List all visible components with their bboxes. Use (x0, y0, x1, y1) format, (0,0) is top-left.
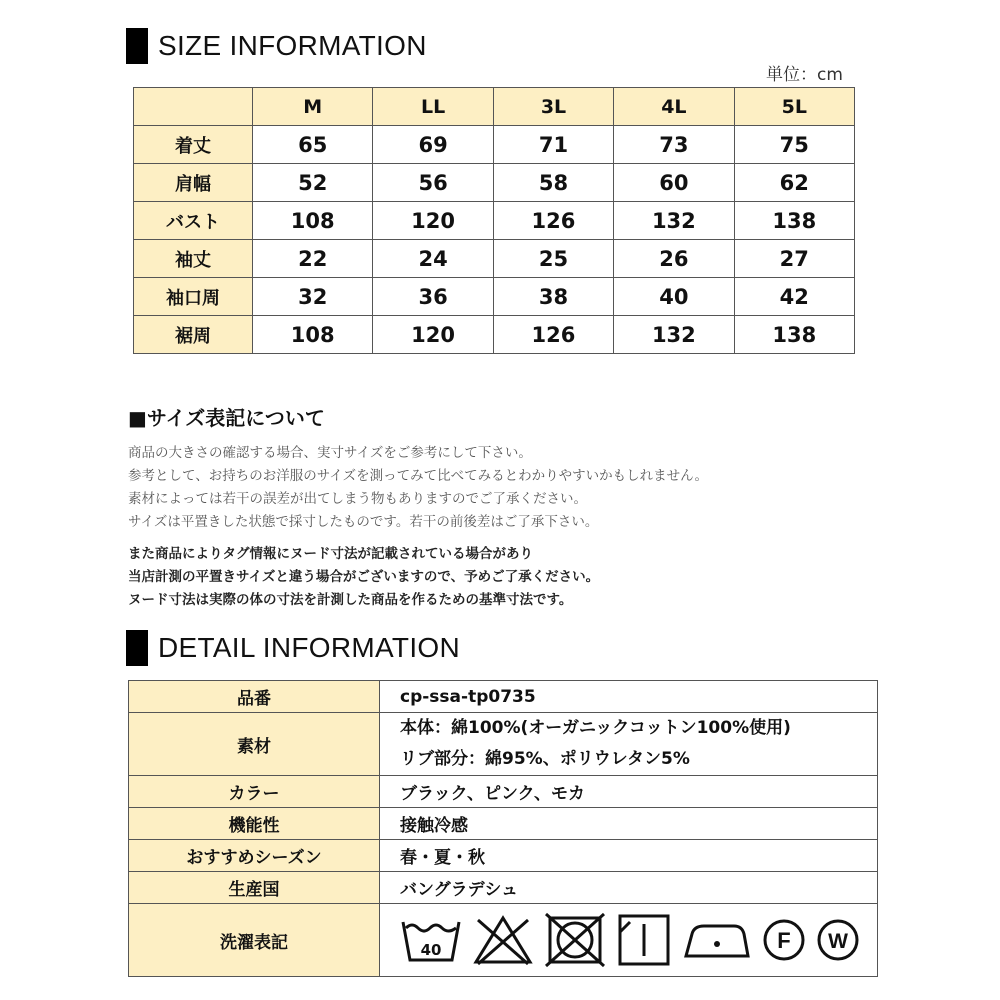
material-value (380, 713, 878, 776)
detail-row-season (129, 840, 878, 872)
care-symbols (380, 904, 878, 977)
no-bleach-icon (472, 914, 534, 966)
detail-table (128, 680, 878, 977)
size-value: 25 (493, 240, 613, 278)
size-value: 132 (614, 316, 734, 354)
origin-value: バングラデシュ (380, 872, 878, 904)
iron-low-icon (682, 916, 752, 964)
detail-title-text: DETAIL INFORMATION (158, 632, 460, 663)
size-table (133, 87, 855, 354)
size-value: 126 (493, 202, 613, 240)
detail-label: 素材 (129, 713, 380, 776)
note-bold-line: 当店計測の平置きサイズと違う場合がございますので、予めご了承ください。 (128, 569, 600, 585)
unit-label: 単位：cm (766, 65, 843, 85)
size-value: 52 (253, 164, 373, 202)
dry-clean-f-icon (762, 918, 806, 962)
size-col-header: 5L (734, 88, 854, 126)
size-value: 60 (614, 164, 734, 202)
table-row (134, 126, 855, 164)
size-value: 108 (253, 316, 373, 354)
row-label: バスト (134, 202, 253, 240)
function-value: 接触冷感 (380, 808, 878, 840)
size-value: 26 (614, 240, 734, 278)
table-row (134, 240, 855, 278)
size-value: 27 (734, 240, 854, 278)
size-col-header: M (253, 88, 373, 126)
size-value: 120 (373, 202, 493, 240)
row-label: 袖口周 (134, 278, 253, 316)
title-bar-marker (126, 28, 148, 64)
note-bold-line: また商品によりタグ情報にヌード寸法が記載されている場合があり (128, 546, 533, 562)
size-value: 36 (373, 278, 493, 316)
size-value: 75 (734, 126, 854, 164)
size-value: 62 (734, 164, 854, 202)
detail-row-care (129, 904, 878, 977)
wash-temp-text: 40 (420, 941, 442, 959)
material-line: 本体：綿100%(オーガニックコットン100%使用) (400, 718, 791, 738)
dry-clean-letter: F (777, 928, 791, 953)
detail-label: カラー (129, 776, 380, 808)
table-row (134, 316, 855, 354)
header-corner (134, 88, 253, 126)
size-value: 138 (734, 202, 854, 240)
size-col-header: LL (373, 88, 493, 126)
size-section-title (126, 28, 427, 64)
detail-label: 生産国 (129, 872, 380, 904)
row-label: 着丈 (134, 126, 253, 164)
size-value: 22 (253, 240, 373, 278)
size-value: 32 (253, 278, 373, 316)
size-value: 69 (373, 126, 493, 164)
row-label: 肩幅 (134, 164, 253, 202)
wet-clean-letter: W (828, 930, 848, 953)
detail-section-title (126, 630, 460, 666)
size-header-row (134, 88, 855, 126)
size-title-text: SIZE INFORMATION (158, 30, 427, 61)
product-number-value: cp-ssa-tp0735 (380, 681, 878, 713)
detail-label: 品番 (129, 681, 380, 713)
detail-row-origin (129, 872, 878, 904)
size-value: 73 (614, 126, 734, 164)
detail-row-material (129, 713, 878, 776)
note-line: 商品の大きさの確認する場合、実寸サイズをご参考にして下さい。 (128, 445, 532, 461)
size-value: 38 (493, 278, 613, 316)
table-row (134, 278, 855, 316)
line-dry-icon (616, 912, 672, 968)
size-value: 132 (614, 202, 734, 240)
size-value: 138 (734, 316, 854, 354)
detail-label: 洗濯表記 (129, 904, 380, 977)
row-label: 袖丈 (134, 240, 253, 278)
size-value: 71 (493, 126, 613, 164)
note-line: サイズは平置きした状態で採寸したものです。若干の前後差はご了承下さい。 (128, 514, 599, 530)
table-row (134, 202, 855, 240)
size-value: 56 (373, 164, 493, 202)
size-value: 108 (253, 202, 373, 240)
row-label: 裾周 (134, 316, 253, 354)
table-row (134, 164, 855, 202)
note-line: 参考として、お持ちのお洋服のサイズを測ってみて比べてみるとわかりやすいかもしれません。 (128, 468, 708, 484)
title-bar-marker (126, 630, 148, 666)
size-value: 65 (253, 126, 373, 164)
color-value: ブラック、ピンク、モカ (380, 776, 878, 808)
wash-40-icon (400, 914, 462, 966)
detail-label: 機能性 (129, 808, 380, 840)
material-line: リブ部分：綿95%、ポリウレタン5% (400, 749, 690, 769)
size-value: 24 (373, 240, 493, 278)
season-value: 春・夏・秋 (380, 840, 878, 872)
size-value: 40 (614, 278, 734, 316)
size-value: 58 (493, 164, 613, 202)
note-line: 素材によっては若干の誤差が出てしまう物もありますのでご了承ください。 (128, 491, 587, 507)
note-bold-line: ヌード寸法は実際の体の寸法を計測した商品を作るための基準寸法です。 (128, 592, 573, 608)
size-col-header: 4L (614, 88, 734, 126)
size-value: 42 (734, 278, 854, 316)
size-value: 126 (493, 316, 613, 354)
size-col-header: 3L (493, 88, 613, 126)
size-notes (128, 442, 708, 534)
detail-row-product-no (129, 681, 878, 713)
wet-clean-w-icon (816, 918, 860, 962)
no-tumble-dry-icon (544, 912, 606, 968)
detail-row-function (129, 808, 878, 840)
size-value: 120 (373, 316, 493, 354)
size-notes-bold (128, 543, 599, 612)
detail-row-color (129, 776, 878, 808)
size-notes-heading: ■サイズ表記について (128, 406, 325, 430)
detail-label: おすすめシーズン (129, 840, 380, 872)
